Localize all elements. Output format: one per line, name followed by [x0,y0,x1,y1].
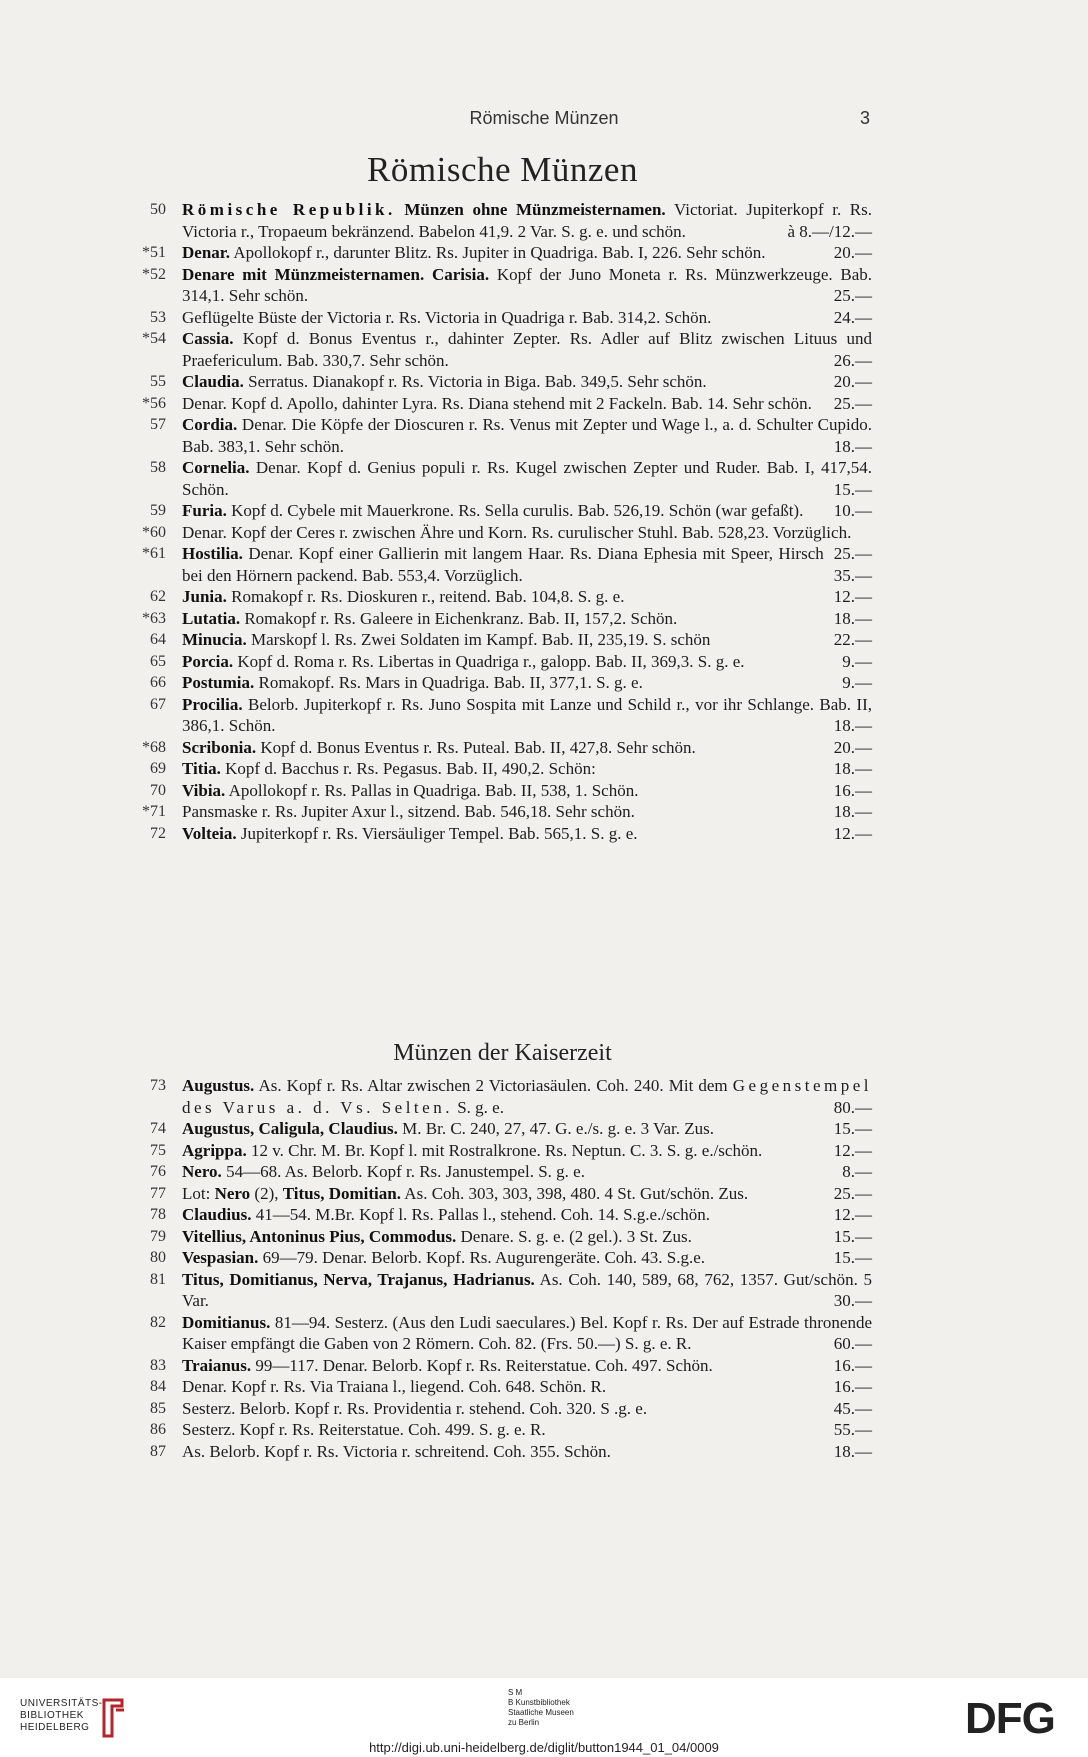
lot-price: 10.— [833,501,872,520]
catalog-entry [0,1140,1088,1162]
lot-number: 62 [150,588,166,605]
lot-price: 9.— [842,673,872,692]
entry-description [182,1441,872,1463]
lot-number: 67 [150,695,166,713]
catalog-entry [0,1247,1088,1269]
lot-price: 15.— [833,1119,872,1138]
lot-number: 80 [150,1249,166,1266]
catalog-entry [0,1398,1088,1420]
entry-heading: Nero [214,1183,251,1203]
lot-price: 16.— [833,780,872,800]
entry-description [182,543,872,586]
lot-number: 82 [150,1313,166,1331]
catalog-entry [0,672,1088,694]
entry-heading: Gegenstempel des Varus a. d. Vs. Selten. [182,1076,872,1117]
catalog-entry [0,1269,1088,1312]
catalog-entry [0,1161,1088,1183]
lot-number: 86 [150,1421,166,1438]
lot-number: 81 [150,1270,166,1288]
catalog-entry [0,737,1088,759]
catalog-entry [0,1118,1088,1140]
lot-price: 60.— [833,1334,872,1353]
catalog-entry [0,823,1088,845]
entry-heading: Junia. [182,587,227,606]
source-url[interactable]: http://digi.ub.uni-heidelberg.de/diglit/button1944_01_04/0009 [369,1740,719,1755]
entry-text: Romakopf. Rs. Mars in Quadriga. Bab. II, 377,1. S. g. e. [254,673,643,692]
entry-description [182,672,872,694]
stamp-line: Staatliche Museen [508,1708,574,1717]
entry-text: Jupiterkopf r. Rs. Viersäuliger Tempel. Bab. 565,1. S. g. e. [236,823,638,843]
entry-heading: Porcia. [182,651,234,671]
entry-heading: Augustus, Caligula, Claudius. [182,1119,398,1138]
entry-description [182,264,872,307]
library-mark-icon [98,1696,128,1740]
entry-description [182,758,872,780]
entry-text: 54—68. As. Belorb. Kopf r. Rs. Janustempel. S. g. e. [221,1162,585,1181]
entry-description [182,608,872,630]
lot-price: à 8.—/12.— [787,221,872,241]
lot-number: *68 [142,738,166,756]
catalog-entry [0,1376,1088,1398]
lot-price: 12.— [833,587,872,606]
entry-description [182,1398,872,1420]
lot-number: 55 [150,373,166,390]
lot-price: 18.— [833,759,872,778]
catalog-entry [0,780,1088,802]
university-library-logo[interactable] [20,1698,103,1734]
lot-number: 66 [150,674,166,691]
lot-number: 85 [150,1399,166,1417]
entry-description [182,737,872,759]
catalog-entry [0,651,1088,673]
catalog-entry [0,801,1088,823]
entry-text: 99—117. Denar. Belorb. Kopf r. Rs. Reiterstatue. Coh. 497. Schön. [251,1355,713,1375]
entry-text: Apollokopf r. Rs. Pallas in Quadriga. Bab. II, 538, 1. Schön. [225,780,639,800]
lot-price: 12.— [833,823,872,843]
entry-description [182,1161,872,1183]
entry-text: Kopf der Juno Moneta r. Rs. Münzwerkzeuge. Bab. 314,1. Sehr schön. [182,264,872,305]
entry-text: Denar. Kopf d. Genius populi r. Rs. Kugel zwischen Zepter und Ruder. Bab. I, 417,54. Schön. [182,458,872,499]
entry-text: Denar. Die Köpfe der Dioscuren r. Rs. Venus mit Zepter und Wage l., a. d. Schulter Cupido. Bab. 383,1. Sehr schön. [182,415,872,456]
lot-price: 25.— [833,1183,872,1203]
section-republic-list [0,199,1088,844]
lot-price: 24.— [833,307,872,327]
entry-description [182,780,872,802]
entry-heading: Lutatia. [182,608,241,628]
entry-heading: Cassia. [182,329,234,348]
entry-description [182,629,872,651]
entry-heading: Vespasian. [182,1248,259,1267]
lot-price: 30.— [833,1291,872,1310]
lot-price: 8.— [842,1162,872,1181]
lot-price: 12.— [833,1140,872,1160]
lot-number: *63 [142,609,166,627]
catalog-entry [0,457,1088,500]
entry-description [182,393,872,415]
entry-heading: Procilia. [182,694,243,714]
footer-bar [0,1678,1088,1757]
library-line: BIBLIOTHEK [20,1710,84,1721]
lot-number: 78 [150,1206,166,1223]
entry-description [182,1075,872,1118]
lot-number: 83 [150,1356,166,1374]
lot-number: *52 [142,265,166,283]
lot-price: 12.— [833,1205,872,1224]
lot-number: 50 [150,201,166,218]
lot-number: 57 [150,416,166,433]
lot-number: 76 [150,1163,166,1180]
entry-text: (2), [250,1183,283,1203]
entry-heading: Cornelia. [182,458,250,477]
catalog-entry [0,1419,1088,1441]
lot-price: 55.— [833,1420,872,1439]
stamp-line: S M [508,1688,523,1697]
entry-text: Kopf d. Bonus Eventus r. Rs. Puteal. Bab. II, 427,8. Sehr schön. [256,737,696,757]
stamp-line: zu Berlin [508,1718,540,1727]
catalog-entry [0,1226,1088,1248]
catalog-entry [0,1441,1088,1463]
entry-text: Denar. Kopf r. Rs. Via Traiana l., liegend. Coh. 648. Schön. R. [182,1377,607,1396]
library-line: UNIVERSITÄTS- [20,1698,103,1709]
entry-text: Sesterz. Belorb. Kopf r. Rs. Providentia r. stehend. Coh. 320. S .g. e. [182,1398,648,1418]
entry-text: Romakopf r. Rs. Dioskuren r., reitend. Bab. 104,8. S. g. e. [226,587,625,606]
entry-text: As. Belorb. Kopf r. Rs. Victoria r. schreitend. Coh. 355. Schön. [182,1441,611,1461]
entry-description [182,199,872,242]
entry-text: 69—79. Denar. Belorb. Kopf. Rs. Augurengeräte. Coh. 43. S.g.e. [258,1248,706,1267]
lot-number: 75 [150,1141,166,1159]
entry-text: Apollokopf r., darunter Blitz. Rs. Jupiter in Quadriga. Bab. I, 226. Sehr schön. [230,243,766,262]
entry-text: Marskopf l. Rs. Zwei Soldaten im Kampf. Bab. II, 235,19. S. schön [246,630,711,649]
catalog-entry [0,371,1088,393]
entry-description [182,1355,872,1377]
catalog-entry [0,264,1088,307]
museum-stamp [508,1688,574,1728]
lot-number: 84 [150,1378,166,1395]
lot-number: 58 [150,459,166,476]
lot-price: 16.— [833,1355,872,1375]
library-line: HEIDELBERG [20,1722,90,1733]
lot-price: 20.— [833,372,872,391]
catalog-entry [0,242,1088,264]
entry-description [182,823,872,845]
entry-description [182,586,872,608]
page-number: 3 [860,108,871,128]
entry-heading: Claudia. [182,372,244,391]
lot-number: *61 [142,545,166,562]
entry-heading: Domitianus. [182,1312,271,1332]
entry-description [182,1226,872,1248]
entry-description [182,1204,872,1226]
lot-price: 25.— [833,286,872,305]
lot-number: 77 [150,1184,166,1202]
lot-number: *51 [142,244,166,261]
lot-price: 18.— [833,716,872,735]
lot-price: 18.— [833,436,872,456]
entry-heading: Agrippa. [182,1140,247,1160]
lot-price: 45.— [833,1398,872,1418]
entry-text: Lot: [182,1183,215,1203]
section-kaiserzeit-list [0,1075,1088,1462]
lot-number: 69 [150,760,166,777]
entry-text: S. g. e. [452,1097,504,1117]
lot-number: 74 [150,1120,166,1137]
entry-text: Kopf d. Cybele mit Mauerkrone. Rs. Sella curulis. Bab. 526,19. Schön (war gefaßt). [226,501,804,520]
entry-text: Denare. S. g. e. (2 gel.). 3 St. Zus. [456,1226,692,1246]
catalog-entry [0,629,1088,651]
entry-description [182,500,872,522]
entry-text: 41—54. M.Br. Kopf l. Rs. Pallas l., stehend. Coh. 14. S.g.e./schön. [251,1205,710,1224]
stamp-line: B Kunstbibliothek [508,1698,570,1707]
entry-text: As. Coh. 140, 589, 68, 762, 1357. Gut/schön. 5 Var. [182,1269,872,1310]
entry-description [182,1376,872,1398]
entry-text: Serratus. Dianakopf r. Rs. Victoria in Biga. Bab. 349,5. Sehr schön. [243,372,707,391]
entry-description [182,651,872,673]
lot-number: *56 [142,394,166,412]
lot-number: 87 [150,1442,166,1460]
lot-number: 73 [150,1077,166,1094]
entry-text: Sesterz. Kopf r. Rs. Reiterstatue. Coh. 499. S. g. e. R. [182,1420,546,1439]
entry-heading: Minucia. [182,630,247,649]
entry-text: Victoriat. Jupiterkopf r. Rs. Victoria r., Tropaeum bekränzend. Babelon 41,9. 2 Var. S. g. e. und schön. [182,200,872,241]
lot-price: 80.— [833,1097,872,1117]
entry-heading: Titus, Domitian. [282,1183,401,1203]
lot-price: 15.— [833,1226,872,1246]
catalog-entry [0,1312,1088,1355]
entry-text: Kopf d. Bonus Eventus r., dahinter Zepter. Rs. Adler auf Blitz zwischen Lituus und Praefericulum. Bab. 330,7. Sehr schön. [182,329,872,370]
entry-description [182,242,872,264]
entry-heading: Titus, Domitianus, Nerva, Trajanus, Hadrianus. [182,1269,535,1289]
lot-price: 18.— [833,802,872,821]
entry-text: M. Br. C. 240, 27, 47. G. e./s. g. e. 3 Var. Zus. [397,1119,714,1138]
entry-heading: Cordia. [182,415,238,434]
entry-text: Denar. Kopf einer Gallierin mit langem Haar. Rs. Diana Ephesia mit Speer, Hirsch bei den Hörnern packend. Bab. 553,4. Vorzüglich. [182,544,824,585]
entry-text: As. Coh. 303, 303, 398, 480. 4 St. Gut/schön. Zus. [400,1183,749,1203]
catalog-entry [0,1355,1088,1377]
entry-heading: Römische Republik. [182,200,396,219]
catalog-entry [0,328,1088,371]
entry-description [182,457,872,500]
entry-description [182,1419,872,1441]
catalog-entry [0,500,1088,522]
lot-number: 65 [150,652,166,670]
lot-price: 15.— [833,479,872,499]
lot-price: 16.— [833,1377,872,1396]
catalog-entry [0,586,1088,608]
entry-heading: Vitellius, Antoninus Pius, Commodus. [182,1226,457,1246]
running-title: Römische Münzen [469,108,619,128]
entry-heading: Augustus. [182,1076,255,1095]
lot-number: *54 [142,330,166,347]
entry-heading: Scribonia. [182,737,257,757]
lot-price: 22.— [833,630,872,649]
entry-heading: Claudius. [182,1205,252,1224]
entry-description [182,307,872,329]
entry-description [182,1183,872,1205]
entry-description [182,694,872,737]
entry-description [182,801,872,823]
lot-number: 70 [150,781,166,799]
lot-number: 79 [150,1227,166,1245]
dfg-logo[interactable]: DFG [965,1694,1055,1743]
entry-text: Kopf d. Roma r. Rs. Libertas in Quadriga r., galopp. Bab. II, 369,3. S. g. e. [233,651,745,671]
lot-number: *71 [142,803,166,820]
entry-description [182,1269,872,1312]
catalog-entry [0,199,1088,242]
entry-description [182,1312,872,1355]
entry-description [182,1118,872,1140]
page-title: Römische Münzen [367,150,638,189]
entry-text: Romakopf r. Rs. Galeere in Eichenkranz. Bab. II, 157,2. Schön. [240,608,678,628]
catalog-entry [0,1075,1088,1118]
entry-text: As. Kopf r. Rs. Altar zwischen 2 Victoriasäulen. Coh. 240. Mit dem [254,1076,733,1095]
entry-heading: Traianus. [182,1355,252,1375]
entry-heading: Denar. [182,243,231,262]
entry-heading: Volteia. [182,823,237,843]
entry-description [182,414,872,457]
catalog-entry [0,694,1088,737]
entry-text: 12 v. Chr. M. Br. Kopf l. mit Rostralkrone. Rs. Neptun. C. 3. S. g. e./schön. [246,1140,763,1160]
entry-heading: Vibia. [182,780,226,800]
lot-price: 18.— [833,608,872,628]
entry-heading: Hostilia. [182,544,243,563]
entry-text: Denar. Kopf der Ceres r. zwischen Ähre und Korn. Rs. curulischer Stuhl. Bab. 528,23. Vorzüglich. [182,522,852,542]
entry-description [182,371,872,393]
entry-text: Geflügelte Büste der Victoria r. Rs. Victoria in Quadriga r. Bab. 314,2. Schön. [182,307,712,327]
lot-price: 35.— [833,565,872,585]
entry-heading: Titia. [182,759,221,778]
lot-price: 25.— [833,393,872,413]
lot-price: 26.— [833,350,872,370]
entry-description [182,328,872,371]
catalog-entry [0,758,1088,780]
lot-number: 53 [150,308,166,326]
entry-heading: Postumia. [182,673,255,692]
entry-heading: Nero. [182,1162,222,1181]
entry-description [182,1140,872,1162]
lot-number: 64 [150,631,166,648]
catalog-entry [0,1204,1088,1226]
catalog-entry [0,608,1088,630]
catalog-entry [0,414,1088,457]
entry-heading: Furia. [182,501,227,520]
catalog-entry [0,1183,1088,1205]
entry-text: 81—94. Sesterz. (Aus den Ludi saeculares.) Bel. Kopf r. Rs. Der auf Estrade thronende Kaiser empfängt die Gaben von 2 Römern. Coh. 82. (Frs. 50.—) S. g. e. R. [182,1312,872,1353]
lot-price: 9.— [842,651,872,671]
section-title-kaiserzeit: Münzen der Kaiserzeit [393,1040,612,1066]
lot-price: 18.— [833,1441,872,1461]
lot-price: 20.— [833,243,872,262]
entry-text: Kopf d. Bacchus r. Rs. Pegasus. Bab. II, 490,2. Schön: [220,759,596,778]
catalog-entry [0,307,1088,329]
lot-price: 20.— [833,737,872,757]
lot-number: 59 [150,502,166,519]
entry-text: Denar. Kopf d. Apollo, dahinter Lyra. Rs. Diana stehend mit 2 Fackeln. Bab. 14. Sehr schön. [182,393,812,413]
lot-price: 15.— [833,1248,872,1267]
entry-heading: Denare mit Münzmeisternamen. Carisia. [182,264,490,284]
lot-price: 25.— [833,544,872,563]
lot-number: 72 [150,824,166,842]
entry-heading: Münzen ohne Münzmeisternamen. [404,200,666,219]
entry-description [182,1247,872,1269]
catalog-entry [0,543,1088,586]
catalog-entry [0,393,1088,415]
entry-text: Pansmaske r. Rs. Jupiter Axur l., sitzend. Bab. 546,18. Sehr schön. [182,802,635,821]
lot-number: *60 [142,523,166,541]
entry-text: Belorb. Jupiterkopf r. Rs. Juno Sospita mit Lanze und Schild r., vor ihr Schlange. Bab. II, 386,1. Schön. [182,694,872,735]
